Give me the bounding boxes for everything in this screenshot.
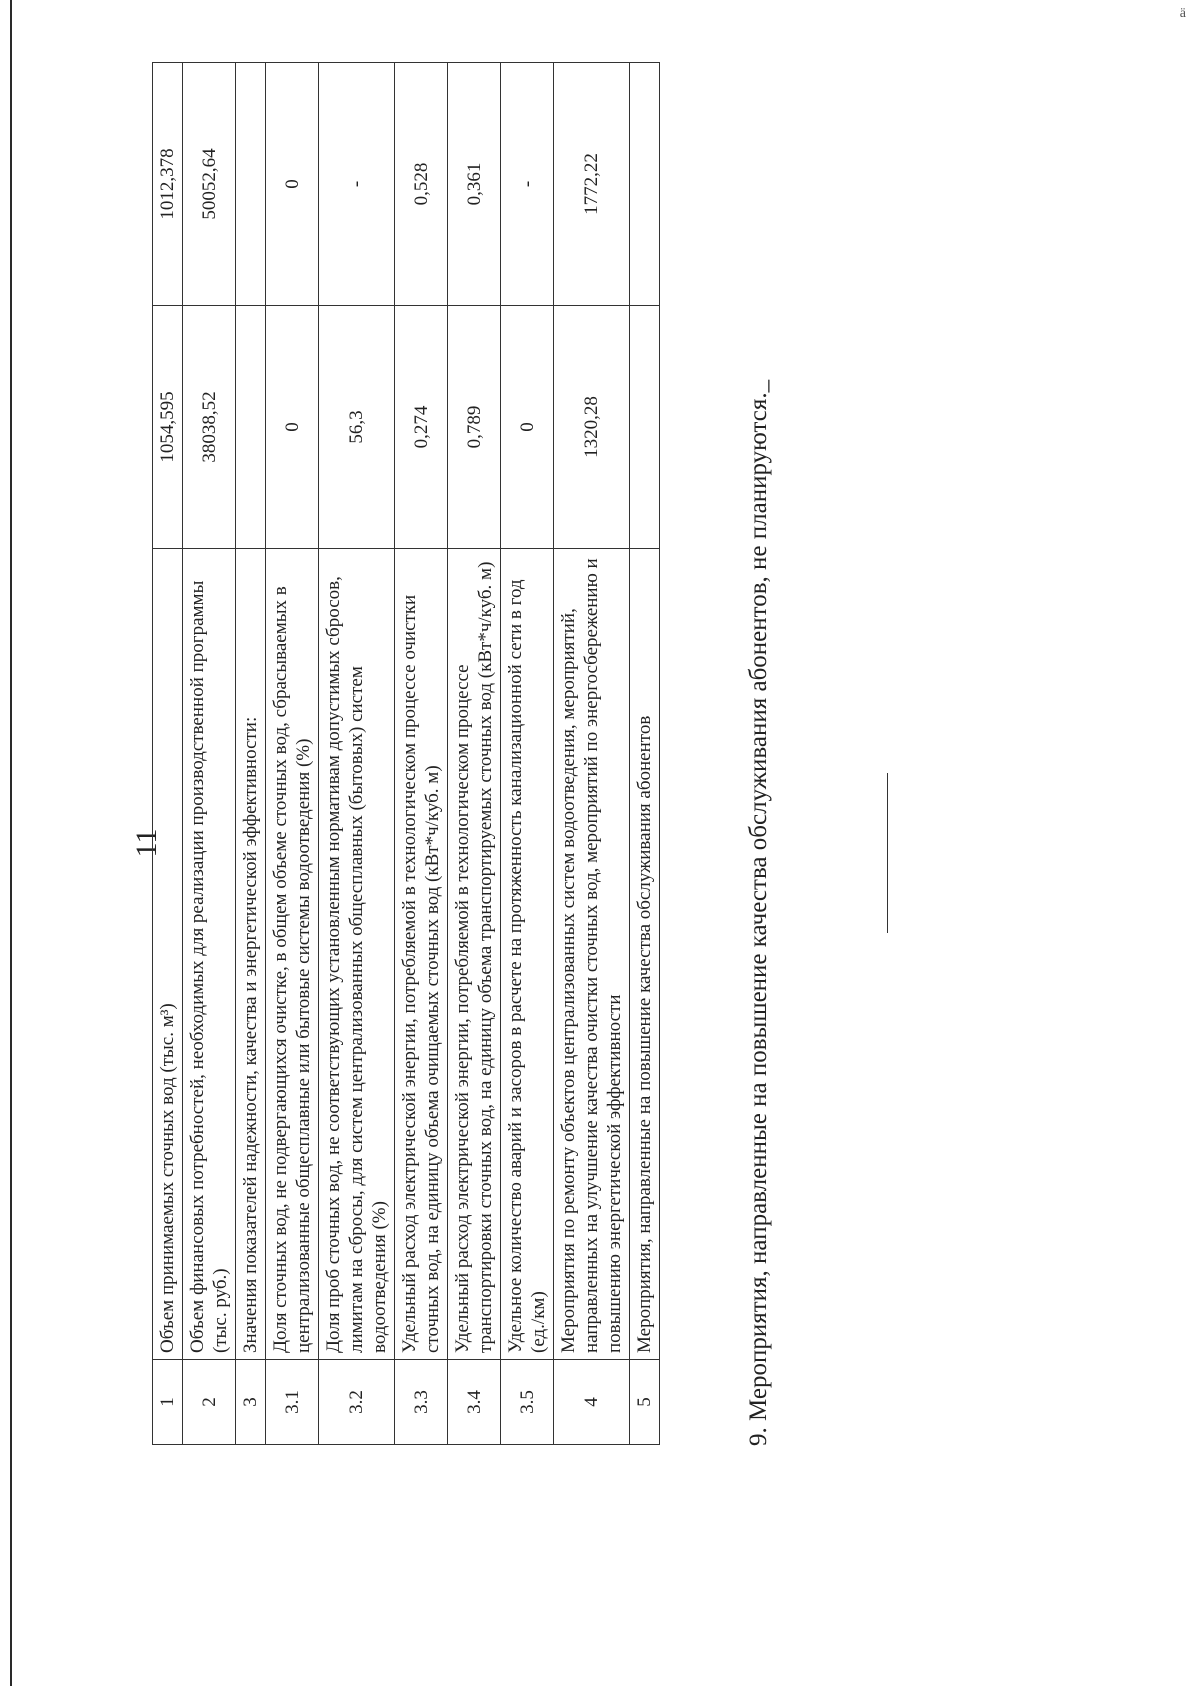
row-value-1: 0,274	[395, 306, 448, 549]
table-row	[153, 63, 183, 1445]
table-row	[630, 63, 660, 1445]
row-number: 3.5	[501, 1360, 554, 1445]
row-number: 3.3	[395, 1360, 448, 1445]
row-number: 3	[236, 1360, 266, 1445]
table-row	[236, 63, 266, 1445]
table-row	[501, 63, 554, 1445]
row-name: Мероприятия по ремонту объектов централизованных систем водоотведения, мероприятий, направленных на улучшение качества очистки сточных вод, мероприятий по энергосбережению и повышению энергетической эффективности	[554, 549, 630, 1360]
row-value-2: -	[501, 63, 554, 306]
row-name: Объем финансовых потребностей, необходимых для реализации производственной программы (тыс. руб.)	[183, 549, 236, 1360]
table-row	[319, 63, 395, 1445]
row-name: Объем принимаемых сточных вод (тыс. м³)	[153, 549, 183, 1360]
row-number: 3.1	[266, 1360, 319, 1445]
row-value-1: 56,3	[319, 306, 395, 549]
row-number: 5	[630, 1360, 660, 1445]
corner-mark: ä	[1179, 6, 1186, 21]
row-name: Значения показателей надежности, качества и энергетической эффективности:	[236, 549, 266, 1360]
row-name: Доля сточных вод, не подвергающихся очистке, в общем объеме сточных вод, сбрасываемых в централизованные общесплавные или бытовые системы водоотведения (%)	[266, 549, 319, 1360]
indicators-table	[152, 62, 660, 1445]
row-value-1: 0	[501, 306, 554, 549]
table-row	[266, 63, 319, 1445]
row-name: Удельный расход электрической энергии, потребляемой в технологическом процессе транспортировки сточных вод, на единицу объема транспортируемых сточных вод (кВт*ч/куб. м)	[448, 549, 501, 1360]
table-row	[183, 63, 236, 1445]
row-value-2: 0,361	[448, 63, 501, 306]
table-row	[448, 63, 501, 1445]
row-value-1: 1320,28	[554, 306, 630, 549]
row-value-2: 1772,22	[554, 63, 630, 306]
page-number: 11	[130, 828, 163, 858]
row-number: 4	[554, 1360, 630, 1445]
row-value-2	[630, 63, 660, 306]
row-value-1: 0,789	[448, 306, 501, 549]
table-row	[395, 63, 448, 1445]
row-number: 1	[153, 1360, 183, 1445]
row-value-1: 1054,595	[153, 306, 183, 549]
section-9-note: 9. Мероприятия, направленные на повышение качества обслуживания абонентов, не планируются._	[745, 379, 772, 1446]
row-value-1	[236, 306, 266, 549]
table-row	[554, 63, 630, 1445]
horizontal-rule	[887, 773, 888, 933]
row-value-2: 0,528	[395, 63, 448, 306]
row-value-2: 0	[266, 63, 319, 306]
row-value-2	[236, 63, 266, 306]
row-name: Удельное количество аварий и засоров в расчете на протяженность канализационной сети в год (ед./км)	[501, 549, 554, 1360]
row-value-1: 38038,52	[183, 306, 236, 549]
row-name: Доля проб сточных вод, не соответствующих установленным нормативам допустимых сбросов, лимитам на сбросы, для систем централизованных общесплавных (бытовых) систем водоотведения (%)	[319, 549, 395, 1360]
row-value-2: 1012,378	[153, 63, 183, 306]
row-value-2: -	[319, 63, 395, 306]
row-number: 3.2	[319, 1360, 395, 1445]
row-value-1	[630, 306, 660, 549]
row-name: Мероприятия, направленные на повышение качества обслуживания абонентов	[630, 549, 660, 1360]
row-value-1: 0	[266, 306, 319, 549]
row-name: Удельный расход электрической энергии, потребляемой в технологическом процессе очистки сточных вод, на единицу объема очищаемых сточных вод (кВт*ч/куб. м)	[395, 549, 448, 1360]
row-number: 2	[183, 1360, 236, 1445]
row-number: 3.4	[448, 1360, 501, 1445]
row-value-2: 50052,64	[183, 63, 236, 306]
